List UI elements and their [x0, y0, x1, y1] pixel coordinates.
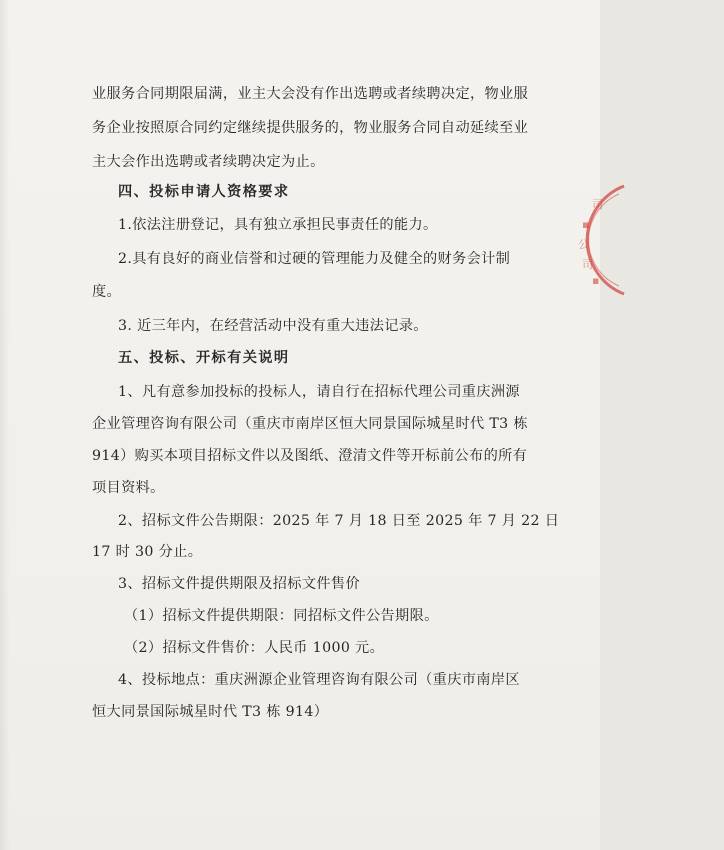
bid-item-4: 4、投标地点：重庆洲源企业管理咨询有限公司（重庆市南岸区 — [118, 672, 520, 688]
section-heading-4: 四、投标申请人资格要求 — [118, 184, 290, 200]
page-edge-shadow — [0, 0, 10, 850]
svg-text:司: 司 — [592, 198, 603, 211]
qualification-item-1: 1.依法注册登记，具有独立承担民事责任的能力。 — [118, 217, 438, 233]
bid-item-3: 3、招标文件提供期限及招标文件售价 — [118, 576, 360, 592]
bid-item-4-cont: 恒大同景国际城星时代 T3 栋 914） — [92, 704, 329, 720]
bid-item-2: 2、招标文件公告期限：2025 年 7 月 18 日至 2025 年 7 月 22 日 — [118, 513, 560, 529]
bid-item-1: 1、凡有意参加投标的投标人，请自行在招标代理公司重庆洲源 — [118, 384, 520, 400]
text-line: 业服务合同期限届满，业主大会没有作出选聘或者续聘决定，物业服 — [92, 86, 529, 102]
svg-text:公: 公 — [578, 238, 589, 251]
svg-text:▪: ▪ — [582, 218, 590, 231]
qualification-item-2: 2.具有良好的商业信誉和过硬的管理能力及健全的财务会计制 — [118, 251, 511, 267]
bid-item-3-sub-1: （1）招标文件提供期限：同招标文件公告期限。 — [124, 608, 439, 624]
bid-item-1-cont: 项目资料。 — [92, 480, 165, 496]
bid-item-1-cont: 企业管理咨询有限公司（重庆市南岸区恒大同景国际城星时代 T3 栋 — [92, 416, 528, 432]
svg-text:司: 司 — [582, 258, 593, 271]
bid-item-3-sub-2: （2）招标文件售价：人民币 1000 元。 — [124, 640, 385, 656]
section-heading-5: 五、投标、开标有关说明 — [118, 350, 290, 366]
svg-text:▪: ▪ — [592, 274, 600, 287]
qualification-item-2-cont: 度。 — [92, 284, 122, 300]
text-line: 务企业按照原合同约定继续提供服务的，物业服务合同自动延续至业 — [92, 120, 529, 136]
bid-item-1-cont: 914）购买本项目招标文件以及图纸、澄清文件等开标前公布的所有 — [92, 448, 528, 464]
bid-item-2-cont: 17 时 30 分止。 — [92, 544, 203, 560]
text-line: 主大会作出选聘或者续聘决定为止。 — [92, 154, 325, 170]
qualification-item-3: 3. 近三年内，在经营活动中没有重大违法记录。 — [118, 318, 428, 334]
